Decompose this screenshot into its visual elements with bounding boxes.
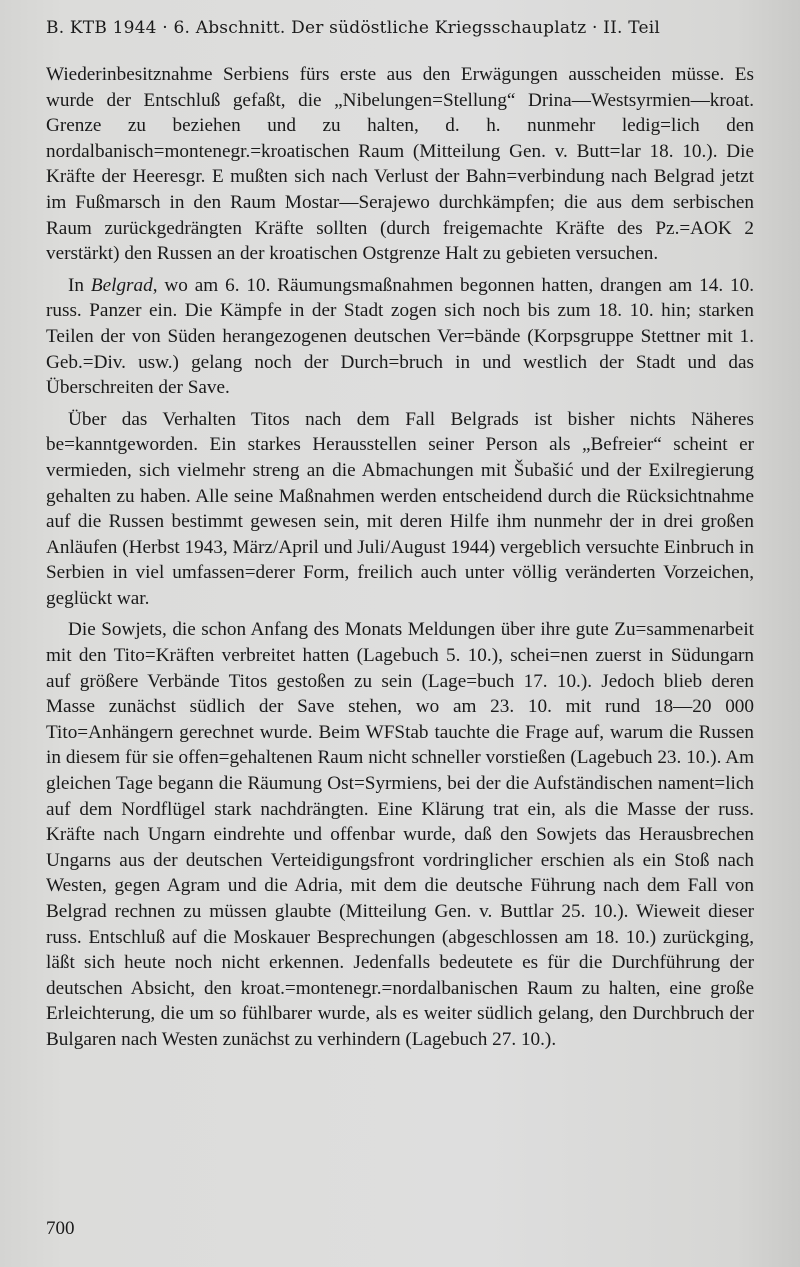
page-number: 700 (46, 1218, 75, 1239)
paragraph-4: Die Sowjets, die schon Anfang des Monats Meldungen über ihre gute Zu=sammenarbeit mit den Tito=Kräften verbreitet hatten (Lagebuch 5. 10.), schei=nen zuerst in Südungarn auf größere Verbände Titos gestoßen zu sein (Lage=buch 17. 10.). Jedoch blieb deren Masse zunächst südlich der Save stehen, wo am 23. 10. mit rund 18—20 000 Tito=Anhängern gerechnet wurde. Beim WFStab tauchte die Frage auf, warum die Russen in diesem für sie offen=gehaltenen Raum nicht schneller vorstießen (Lagebuch 23. 10.). Am gleichen Tage begann die Räumung Ost=Syrmiens, bei der die Aufständischen nament=lich auf dem Nordflügel stark nachdrängten. Eine Klärung trat ein, als die Masse der russ. Kräfte nach Ungarn eindrehte und offenbar wurde, daß den Sowjets das Herausbrechen Ungarns aus der deutschen Verteidigungsfront vordringlicher erschien als ein Stoß nach Westen, gegen Agram und die Adria, mit dem die deutsche Führung nach dem Fall von Belgrad rechnen zu müssen glaubte (Mitteilung Gen. v. Buttlar 25. 10.). Wieweit dieser russ. Entschluß auf die Moskauer Besprechungen (abgeschlossen am 18. 10.) zurückging, läßt sich heute noch nicht erkennen. Jedenfalls bedeutete es für die Durchführung der deutschen Absicht, den kroat.=montenegr.=nordalbanischen Raum zu halten, eine große Erleichterung, die um so fühlbarer wurde, als es weiter südlich gelang, den Durchbruch der Bulgaren nach Westen zunächst zu verhindern (Lagebuch 27. 10.). (46, 619, 754, 1050)
place-name-belgrad: Belgrad (90, 274, 153, 296)
paragraph-2-text: , wo am 6. 10. Räumungsmaßnahmen begonnen hatten, drangen am 14. 10. russ. Panzer ein. Die Kämpfe in der Stadt zogen sich noch bis zum 18. 10. hin; starken Teilen der von Süden herangezogenen deutschen Ver=bände (Korpsgruppe Stettner mit 1. Geb.=Div. usw.) gelang noch der Durch=bruch in und westlich der Stadt und das Überschreiten der Save. (46, 274, 754, 399)
paragraph-3: Über das Verhalten Titos nach dem Fall Belgrads ist bisher nichts Näheres be=kanntgeworden. Ein starkes Herausstellen seiner Person als „Befreier“ scheint er vermieden, sich vielmehr streng an die Abmachungen mit Šubašić und der Exilregierung gehalten zu haben. Alle seine Maßnahmen werden entscheidend durch die Rücksichtnahme auf die Russen bestimmt gewesen sein, mit deren Hilfe ihm nunmehr der in drei großen Anläufen (Herbst 1943, März/April und Juli/August 1944) vergeblich versuchte Einbruch in Serbien in viel umfassen=derer Form, freilich auch unter völlig veränderten Vorzeichen, geglückt war. (46, 408, 754, 609)
running-head: B. KTB 1944 · 6. Abschnitt. Der südöstliche Kriegsschauplatz · II. Teil (46, 18, 660, 38)
paragraph-2-lead: In (68, 274, 91, 296)
body-text (46, 62, 754, 1059)
paragraph-2 (46, 273, 754, 401)
paragraph-1: Wiederinbesitznahme Serbiens fürs erste aus den Erwägungen ausscheiden müsse. Es wurde der Entschluß gefaßt, die „Nibelungen=Stellung“ Drina—Westsyrmien—kroat. Grenze zu beziehen und zu halten, d. h. nunmehr ledig=lich den nordalbanisch=montenegr.=kroatischen Raum (Mitteilung Gen. v. Butt=lar 18. 10.). Die Kräfte der Heeresgr. E mußten sich nach Verlust der Bahn=verbindung nach Belgrad jetzt im Fußmarsch in den Raum Mostar—Serajewo durchkämpfen; die aus dem serbischen Raum zurückgedrängten Kräfte sollten (durch freigemachte Kräfte des Pz.=AOK 2 verstärkt) den Russen an der kroatischen Ostgrenze Halt zu gebieten versuchen. (46, 64, 754, 265)
